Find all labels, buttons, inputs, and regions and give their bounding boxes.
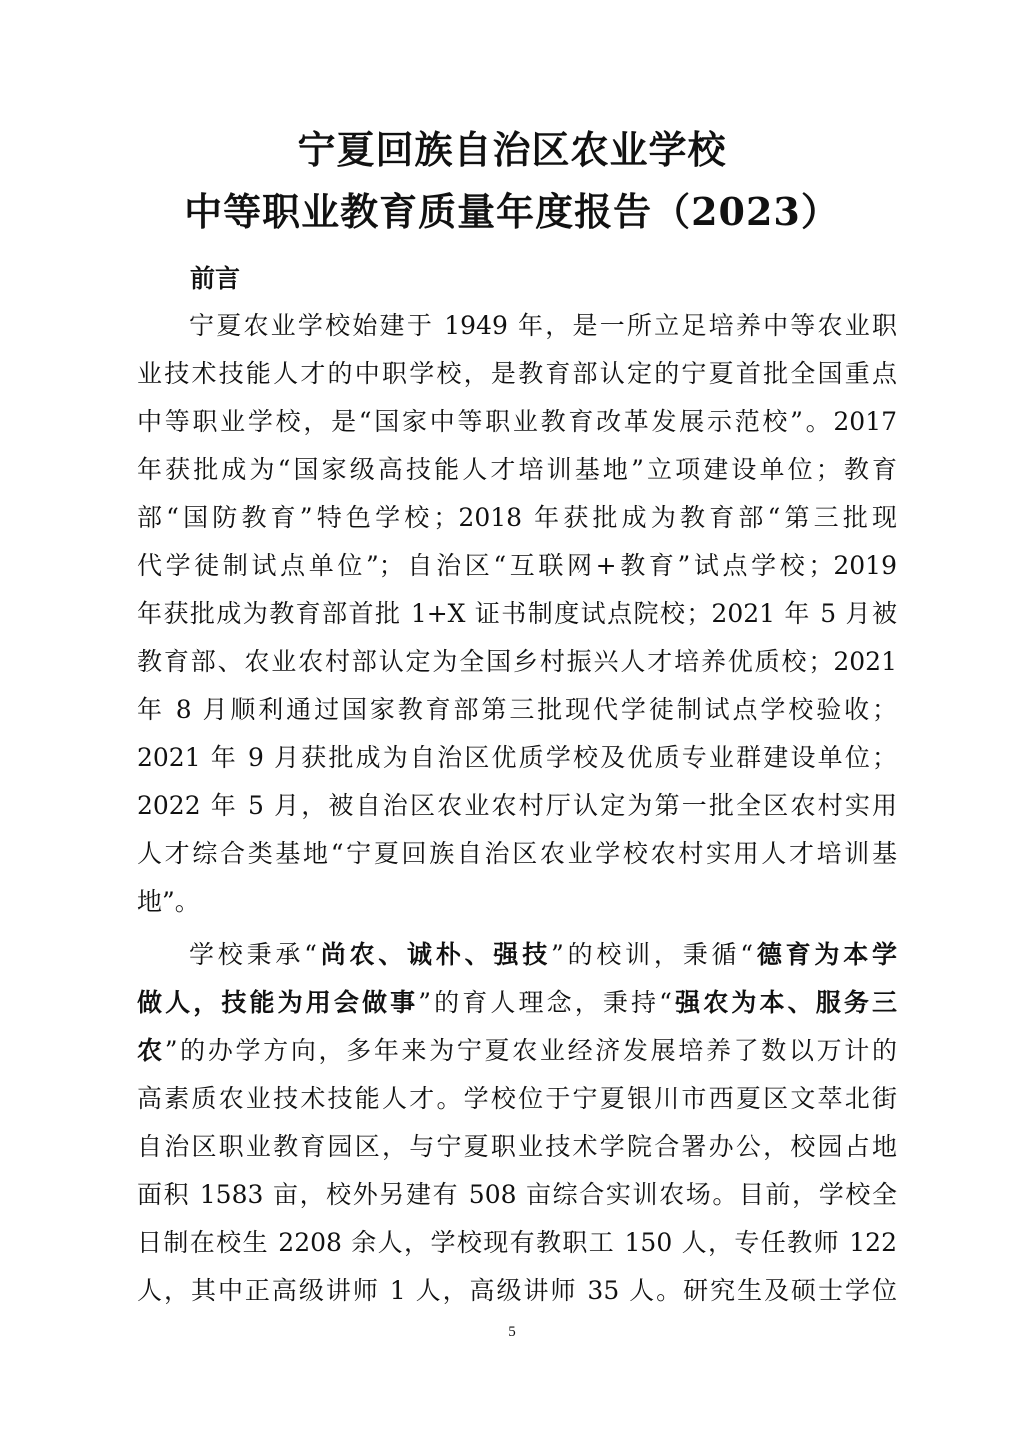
paragraph-line — [137, 931, 897, 979]
paragraph-line: 自治区职业教育园区，与宁夏职业技术学院合署办公，校园占地 — [137, 1132, 897, 1161]
document-title-line1: 宁夏回族自治区农业学校 — [297, 127, 727, 172]
paragraph-line: 年 8 月顺利通过国家教育部第三批现代学徒制试点学校验收； — [137, 695, 897, 724]
paragraph-line: 部“国防教育”特色学校；2018 年获批成为教育部“第三批现 — [137, 503, 897, 532]
paragraph-line: 中等职业学校，是“国家中等职业教育改革发展示范校”。2017 — [137, 407, 897, 436]
paragraph-line: 宁夏农业学校始建于 1949 年，是一所立足培养中等农业职 — [189, 311, 897, 340]
philosophy-bold: 德育为本学 — [753, 940, 897, 969]
direction-bold: 农 — [137, 1036, 165, 1065]
paragraph-line: 代学徒制试点单位”；自治区“互联网+教育”试点学校；2019 — [137, 551, 897, 580]
direction-bold: 强农为本、服务三 — [671, 988, 897, 1017]
text-run: ”的校训，秉循“ — [551, 940, 754, 969]
motto-bold: 尚农、诚朴、强技 — [316, 940, 551, 969]
paragraph-line — [137, 1027, 897, 1075]
paragraph-history — [137, 302, 897, 926]
paragraph-motto — [137, 931, 897, 1315]
paragraph-line: 2022 年 5 月，被自治区农业农村厅认定为第一批全区农村实用 — [137, 791, 897, 820]
text-run: ”的办学方向，多年来为宁夏农业经济发展培养了数以万计的 — [164, 1036, 897, 1065]
paragraph-line: 教育部、农业农村部认定为全国乡村振兴人才培养优质校；2021 — [137, 647, 897, 676]
text-run: 学校秉承“ — [189, 940, 317, 969]
paragraph-line: 人，其中正高级讲师 1 人，高级讲师 35 人。研究生及硕士学位 — [137, 1276, 897, 1305]
paragraph-line: 面积 1583 亩，校外另建有 508 亩综合实训农场。目前，学校全 — [137, 1180, 897, 1209]
paragraph-line: 业技术技能人才的中职学校，是教育部认定的宁夏首批全国重点 — [137, 359, 897, 388]
paragraph-line — [137, 979, 897, 1027]
philosophy-bold: 做人，技能为用会做事 — [137, 988, 419, 1017]
preface-heading: 前言 — [190, 264, 241, 293]
page-number: 5 — [508, 1324, 516, 1340]
paragraph-line: 高素质农业技术技能人才。学校位于宁夏银川市西夏区文萃北街 — [137, 1084, 897, 1113]
document-title-line2: 中等职业教育质量年度报告（2023） — [184, 189, 840, 234]
paragraph-line: 人才综合类基地“宁夏回族自治区农业学校农村实用人才培训基 — [137, 839, 897, 868]
text-run: ”的育人理念，秉持“ — [418, 988, 672, 1017]
paragraph-line: 2021 年 9 月获批成为自治区优质学校及优质专业群建设单位； — [137, 743, 897, 772]
paragraph-line: 地”。 — [137, 887, 200, 916]
paragraph-line: 年获批成为教育部首批 1+X 证书制度试点院校；2021 年 5 月被 — [137, 599, 897, 628]
paragraph-line: 年获批成为“国家级高技能人才培训基地”立项建设单位；教育 — [137, 455, 897, 484]
paragraph-line: 日制在校生 2208 余人，学校现有教职工 150 人，专任教师 122 — [137, 1228, 897, 1257]
